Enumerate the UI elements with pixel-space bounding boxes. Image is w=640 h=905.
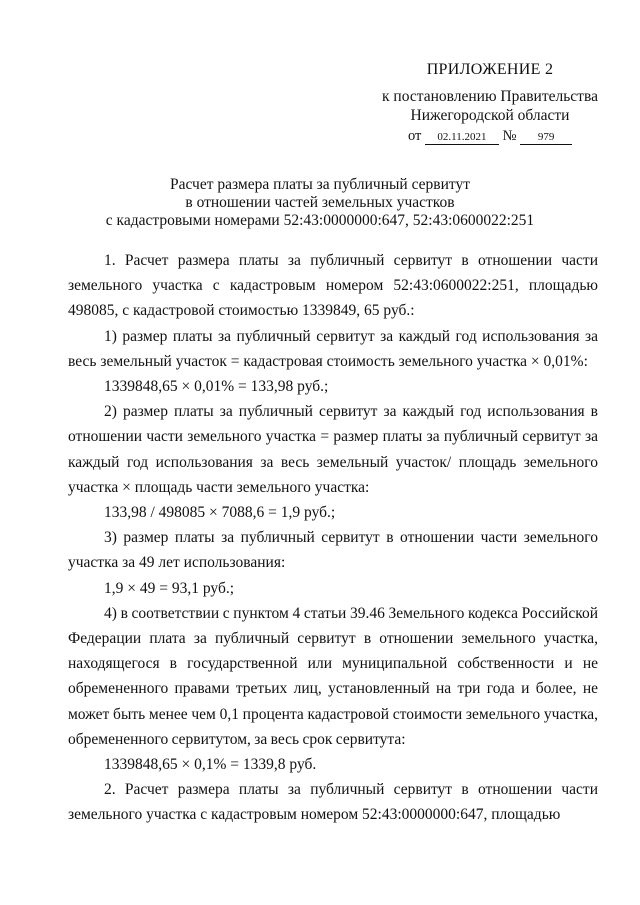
formula-2: 133,98 / 498085 × 7088,6 = 1,9 руб.; (104, 504, 336, 522)
paragraph-1-item-2: 2) размер платы за публичный сервитут за каждый год использования в отношении части земельного участка = размер платы за публичный сервитут за каждый год использования за весь земельный участок/ площадь земельного участка × площадь части земельного участка: (68, 403, 598, 496)
paragraph-1-item-1: 1) размер платы за публичный сервитут за каждый год использования за весь земельный участок = кадастровая стоимость земельного участка × 0,01%: (68, 327, 598, 370)
decree-number: 979 (520, 131, 572, 145)
decree-date: 02.11.2021 (425, 131, 499, 145)
title-line-1: Расчет размера платы за публичный сервитут (169, 176, 471, 193)
from-label: от (407, 128, 422, 144)
document-title (60, 176, 580, 230)
title-line-3: с кадастровыми номерами 52:43:0000000:647, 52:43:0600022:251 (105, 212, 535, 229)
paragraph-2: 2. Расчет размера платы за публичный сервитут в отношении части земельного участка с кадастровым номером 52:43:0000000:647, площадью (68, 781, 598, 824)
formula-4: 1339848,65 × 0,1% = 1339,8 руб. (104, 756, 317, 774)
title-line-2: в отношении частей земельных участков (185, 194, 455, 211)
appendix-block (380, 60, 600, 146)
paragraph-1: 1. Расчет размера платы за публичный сервитут в отношении части земельного участка с кадастровым номером 52:43:0600022:251, площадью 498085, с кадастровой стоимостью 1339849, 65 руб.: (68, 252, 598, 320)
appendix-line-2: Нижегородской области (410, 107, 570, 124)
number-sign: № (502, 128, 517, 144)
document-body (68, 248, 598, 828)
paragraph-1-item-3: 3) размер платы за публичный сервитут в отношении части земельного участка за 49 лет использования: (68, 529, 598, 572)
appendix-line-1: к постановлению Правительства (382, 88, 598, 105)
appendix-heading: ПРИЛОЖЕНИЕ 2 (426, 61, 554, 78)
paragraph-1-item-4: 4) в соответствии с пунктом 4 статьи 39.46 Земельного кодекса Российской Федерации плата за публичный сервитут в отношении земельного участка, находящегося в государственной или муниципальной собственности и не обремененного правами третьих лиц, установленный на три года и более, не может быть менее чем 0,1 процента кадастровой стоимости земельного участка, обремененного сервитутом, за весь срок сервитута: (68, 604, 598, 748)
formula-3: 1,9 × 49 = 93,1 руб.; (104, 579, 235, 597)
signature-line (380, 127, 600, 146)
formula-1: 1339848,65 × 0,01% = 133,98 руб.; (104, 378, 329, 396)
